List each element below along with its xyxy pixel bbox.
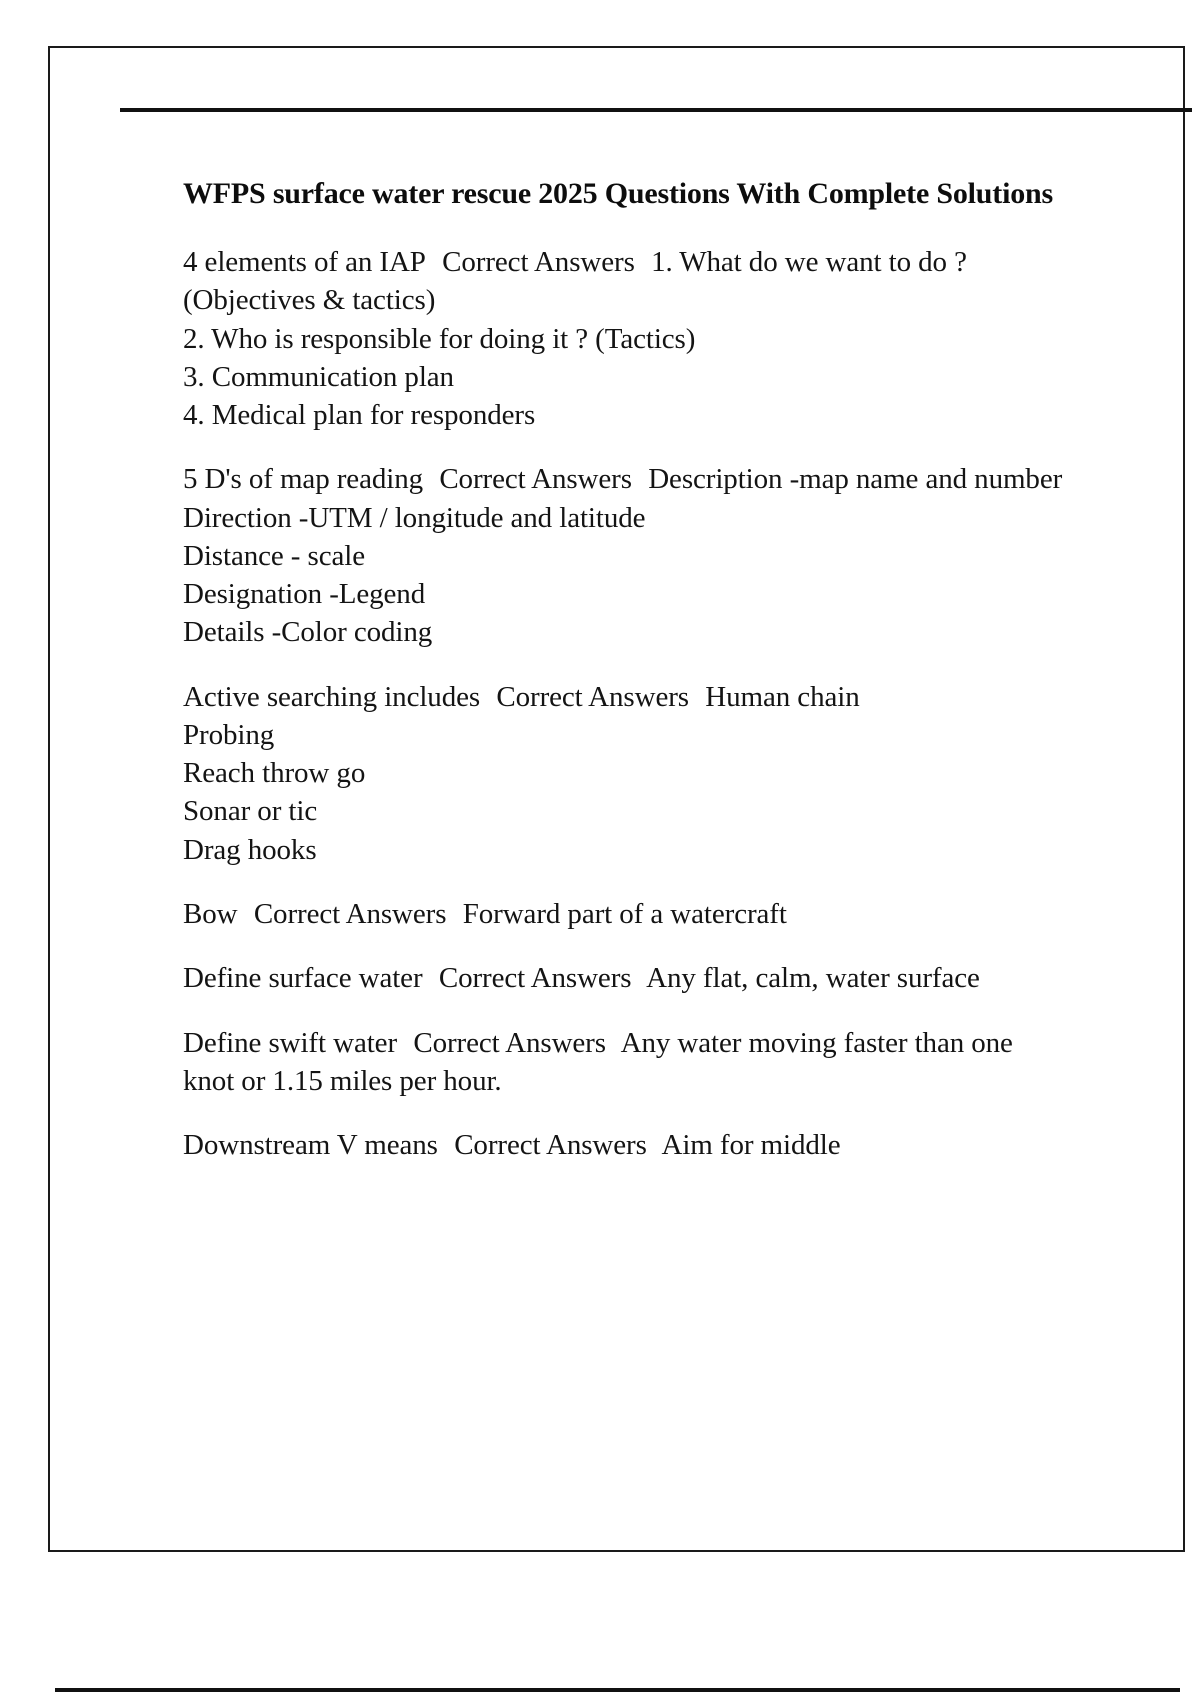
qa-answer: 1. What do we want to do ? (Objectives & tactics)	[183, 246, 967, 317]
qa-term: Define swift water	[183, 1026, 398, 1059]
qa-term: Bow	[183, 897, 238, 930]
qa-primary-line	[183, 895, 1063, 933]
qa-term: Downstream V means	[183, 1129, 438, 1162]
qa-primary-line	[183, 1126, 1063, 1164]
qa-answer: Any flat, calm, water surface	[646, 962, 980, 995]
qa-answer: Any water moving faster than one knot or 1.15 miles per hour.	[183, 1026, 1013, 1097]
page-sheet	[48, 46, 1185, 1552]
qa-term: Define surface water	[183, 962, 423, 995]
qa-answer-marker: Correct Answers	[442, 246, 635, 278]
qa-block	[183, 959, 1063, 997]
qa-block	[183, 1126, 1063, 1164]
qa-answer: Aim for middle	[661, 1129, 841, 1162]
qa-answer-marker: Correct Answers	[438, 962, 632, 995]
qa-extra-line: 3. Communication plan	[183, 360, 454, 393]
next-page-top-rule	[55, 1688, 1180, 1692]
qa-term: 5 D's of map reading	[183, 463, 423, 496]
document-body	[183, 174, 1063, 1190]
qa-block	[183, 678, 1063, 869]
qa-primary-line	[183, 1024, 1063, 1101]
qa-answer-marker: Correct Answers	[413, 1026, 606, 1059]
qa-answer-marker: Correct Answers	[253, 897, 447, 930]
qa-answer: Description -map name and number	[648, 463, 1063, 496]
qa-extra-line: Details -Color coding	[183, 616, 433, 649]
qa-answer: Forward part of a watercraft	[462, 897, 787, 930]
qa-term: 4 elements of an IAP	[183, 246, 426, 278]
qa-extra-line: 2. Who is responsible for doing it ? (Tactics)	[183, 322, 696, 355]
qa-primary-line	[183, 460, 1063, 498]
qa-answer-marker: Correct Answers	[496, 680, 689, 713]
qa-block	[183, 460, 1063, 651]
qa-extra-line: Distance - scale	[183, 539, 365, 572]
page-top-rule	[120, 108, 1192, 112]
qa-extra-line: Direction -UTM / longitude and latitude	[183, 501, 646, 534]
qa-extra-line: Reach throw go	[183, 757, 366, 790]
qa-answer: Human chain	[705, 680, 860, 713]
qa-block	[183, 895, 1063, 933]
page-title: WFPS surface water rescue 2025 Questions With Complete Solutions	[183, 177, 1053, 210]
qa-extra-line: Sonar or tic	[183, 795, 318, 828]
qa-block	[183, 243, 1063, 434]
qa-primary-line	[183, 959, 1063, 997]
qa-extra-line: 4. Medical plan for responders	[183, 399, 536, 432]
qa-answer-marker: Correct Answers	[439, 463, 632, 496]
qa-primary-line	[183, 243, 1063, 320]
qa-term: Active searching includes	[183, 680, 481, 713]
qa-block-list	[183, 243, 1063, 1164]
qa-extra-line: Designation -Legend	[183, 578, 426, 611]
qa-answer-marker: Correct Answers	[454, 1129, 647, 1162]
qa-block	[183, 1024, 1063, 1101]
qa-extra-line: Probing	[183, 718, 275, 751]
qa-primary-line	[183, 678, 1063, 716]
qa-extra-line: Drag hooks	[183, 833, 317, 866]
